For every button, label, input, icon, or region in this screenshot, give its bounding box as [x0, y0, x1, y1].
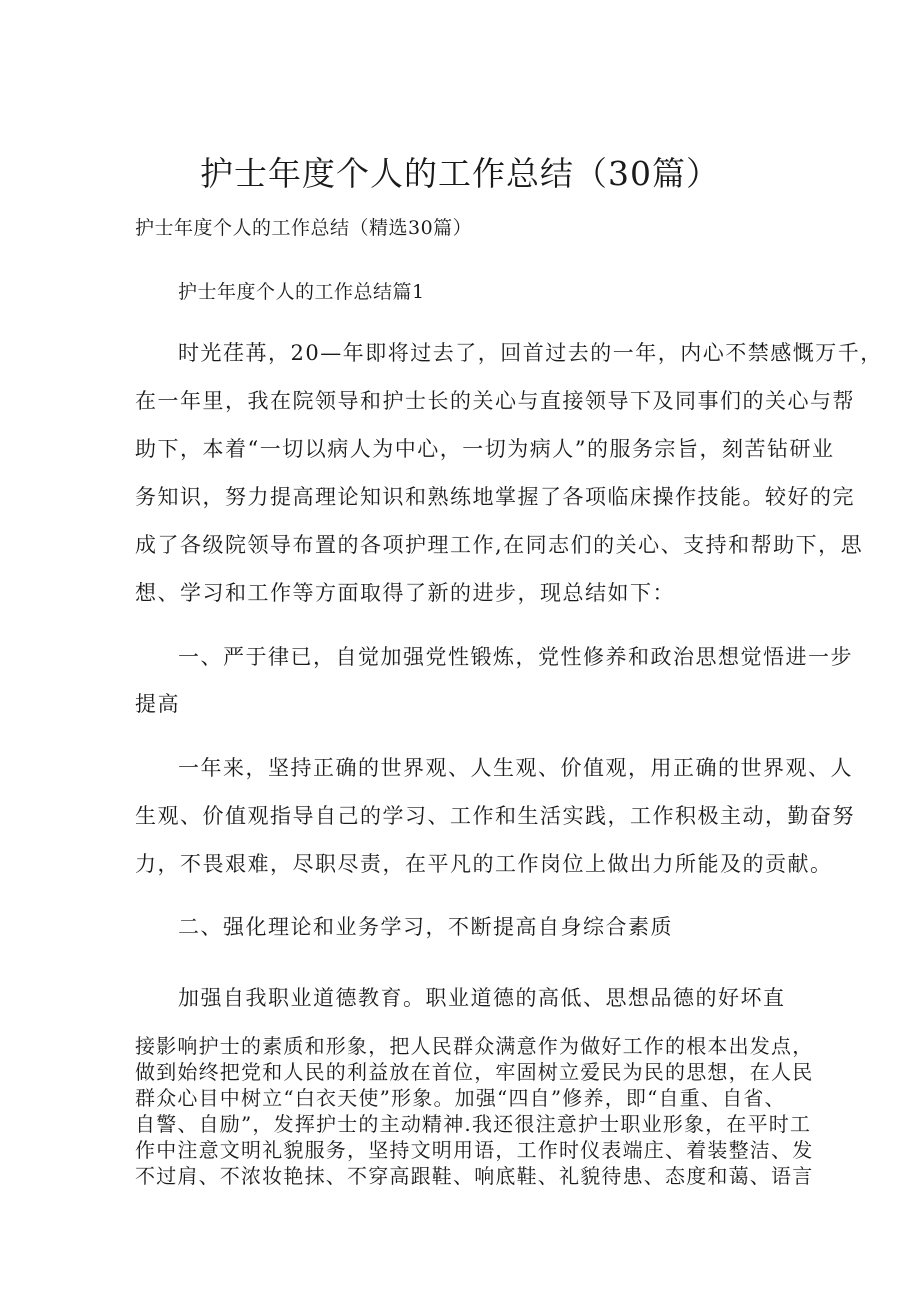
intro-line: 助下，本着“一切以病人为中心，一切为病人”的服务宗旨，刻苦钻研业	[135, 437, 835, 461]
paragraph-line: 生观、价值观指导自己的学习、工作和生活实践，工作积极主动，勤奋努	[135, 804, 855, 828]
paragraph-line: 接影响护士的素质和形象，把人民群众满意作为做好工作的根本出发点，	[135, 1034, 814, 1058]
point-heading: 提高	[135, 692, 180, 716]
paragraph-line: 自警、自励”，发挥护士的主动精神.我还很注意护士职业形象，在平时工	[135, 1112, 812, 1136]
paragraph-line: 一年来，坚持正确的世界观、人生观、价值观，用正确的世界观、人	[178, 756, 853, 780]
document-subtitle: 护士年度个人的工作总结（精选30篇）	[135, 217, 473, 239]
intro-line: 时光荏苒，20—年即将过去了，回首过去的一年，内心不禁感慨万千，	[178, 341, 883, 365]
paragraph-line: 群众心目中树立“白衣天使”形象。加强“四自”修养，即“自重、自省、	[135, 1086, 786, 1110]
paragraph-line: 力，不畏艰难，尽职尽责，在平凡的工作岗位上做出力所能及的贡献。	[135, 852, 833, 876]
intro-line: 在一年里，我在院领导和护士长的关心与直接领导下及同事们的关心与帮	[135, 389, 855, 413]
document-title: 护士年度个人的工作总结（30篇）	[200, 154, 720, 193]
paragraph-line: 作中注意文明礼貌服务，坚持文明用语，工作时仪表端庄、着装整洁、发	[135, 1138, 814, 1162]
paragraph-line: 加强自我职业道德教育。职业道德的高低、思想品德的好坏直	[178, 986, 786, 1010]
intro-line: 务知识，努力提高理论知识和熟练地掌握了各项临床操作技能。较好的完	[135, 485, 855, 509]
intro-line: 想、学习和工作等方面取得了新的进步，现总结如下：	[135, 581, 675, 605]
paragraph-line: 做到始终把党和人民的利益放在首位，牢固树立爱民为民的思想，在人民	[135, 1060, 814, 1084]
intro-line: 成了各级院领导布置的各项护理工作,在同志们的关心、支持和帮助下，思	[135, 533, 864, 557]
point-heading: 一、严于律已，自觉加强党性锻炼，党性修养和政治思想觉悟进一步	[178, 645, 853, 669]
point-heading: 二、强化理论和业务学习，不断提高自身综合素质	[178, 915, 673, 939]
paragraph-line: 不过肩、不浓妆艳抹、不穿高跟鞋、响底鞋、礼貌待患、态度和蔼、语言	[135, 1164, 814, 1188]
section-heading: 护士年度个人的工作总结篇1	[178, 281, 425, 303]
